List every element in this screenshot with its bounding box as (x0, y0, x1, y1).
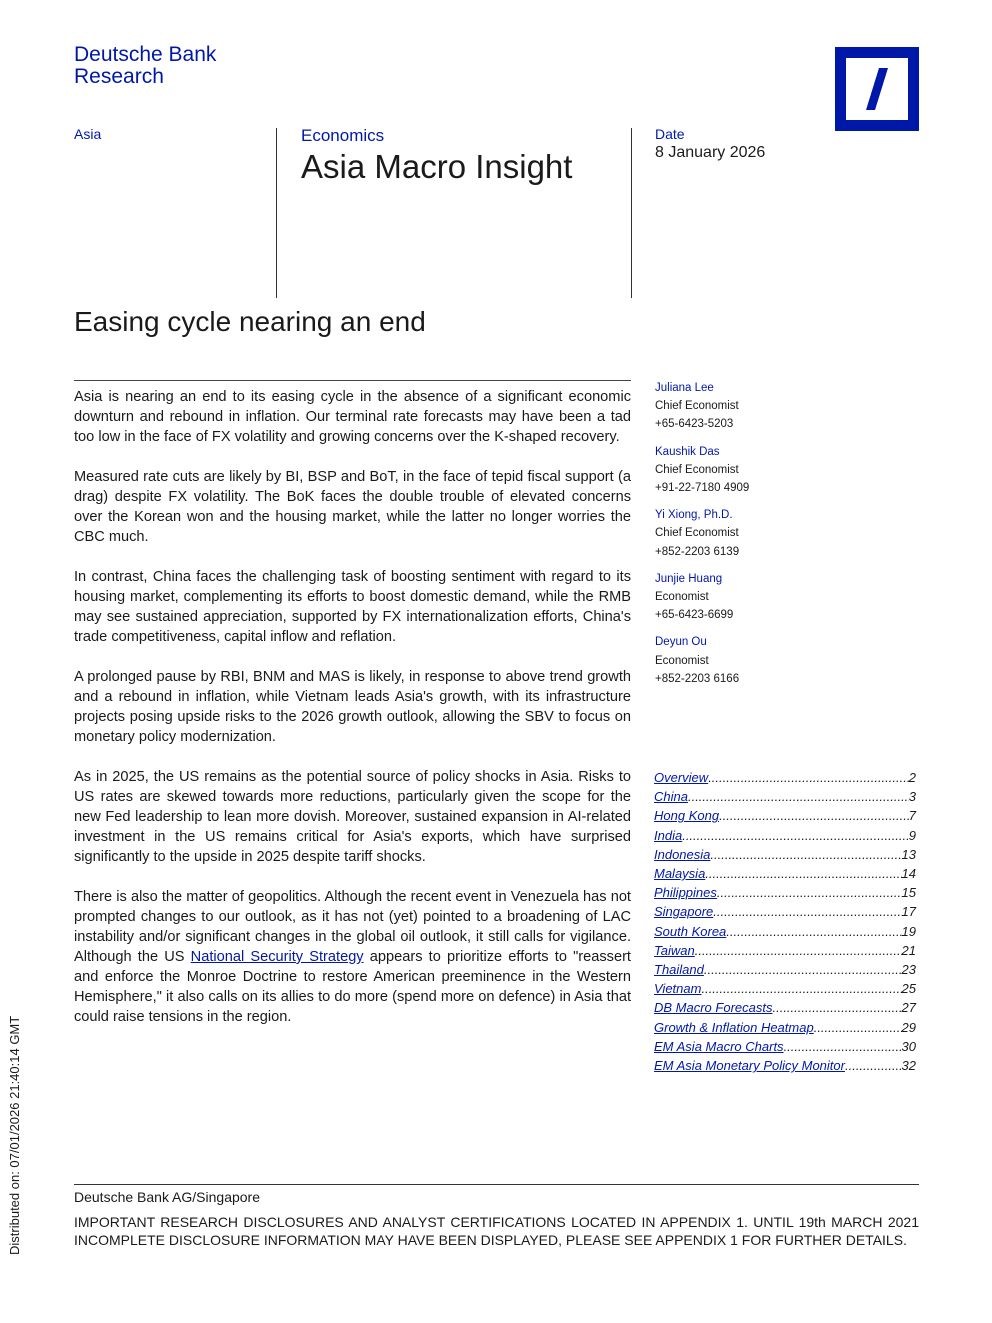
toc-item-philippines[interactable] (654, 883, 916, 902)
table-of-contents (654, 768, 916, 1075)
analyst-phone: +65-6423-5203 (655, 418, 734, 431)
analyst-title: Chief Economist (655, 400, 739, 413)
toc-link[interactable]: Singapore (654, 904, 714, 920)
toc-link[interactable]: South Korea (654, 923, 727, 939)
toc-link[interactable]: DB Macro Forecasts (654, 1000, 773, 1016)
toc-link[interactable]: Hong Kong (654, 808, 720, 824)
body-text: appears to prioritize efforts to "reassert and enforce the Monroe Doctrine to restore American preeminence in the Western Hemisphere," it also calls on its allies to do more (spend more on defence) in Asia that could raise tensions in the region. (74, 949, 631, 1025)
body-paragraph-3: In contrast, China faces the challenging task of boosting sentiment with regard to its housing market, complementing its efforts to boost domestic demand, while the RMB may see sustained appreciation, supported by FX internationalization efforts, China's trade competitiveness, capital inflow and reflation. (74, 569, 631, 645)
toc-link[interactable]: EM Asia Macro Charts (654, 1038, 784, 1054)
footer-entity: Deutsche Bank AG/Singapore (74, 1189, 261, 1205)
toc-leader (705, 864, 901, 883)
toc-leader (717, 883, 902, 902)
toc-leader (814, 1018, 902, 1037)
toc-item-south-korea[interactable] (654, 922, 916, 941)
toc-leader (688, 787, 909, 806)
toc-leader (682, 826, 909, 845)
toc-page: 19 (901, 923, 916, 939)
analyst-entry (655, 379, 915, 434)
toc-item-taiwan[interactable] (654, 941, 916, 960)
national-security-strategy-link[interactable]: National Security Strategy (190, 949, 364, 965)
toc-item-db-macro-forecasts[interactable] (654, 998, 916, 1017)
body-paragraph-4: A prolonged pause by RBI, BNM and MAS is likely, in response to above trend growth and a rebound in inflation, while Vietnam leads Asia's growth, with its infrastructure projects posing upside risks to the 2026 growth outlook, allowing the SBV to focus on monetary policy modernization. (74, 669, 631, 745)
toc-item-vietnam[interactable] (654, 979, 916, 998)
brand-line-1: Deutsche Bank (74, 43, 217, 66)
date-label: Date (655, 126, 685, 142)
report-headline: Easing cycle nearing an end (74, 306, 426, 337)
brand-line-2: Research (74, 65, 164, 88)
brand-name (74, 44, 216, 88)
body-paragraph-1: Asia is nearing an end to its easing cycle in the absence of a significant economic downturn and rebound in inflation. Our terminal rate forecasts may have been a tad too low in the face of FX volatility and growing concerns over the K-shaped recovery. (74, 389, 631, 445)
analyst-entry (655, 506, 915, 561)
toc-leader (784, 1037, 902, 1056)
analyst-phone: +852-2203 6139 (655, 545, 740, 558)
body-paragraph-2: Measured rate cuts are likely by BI, BSP and BoT, in the face of tepid fiscal support (a drag) despite FX volatility. The BoK faces the double trouble of elevated concerns over the Korean won and the housing market, while the latter no longer worries the CBC much. (74, 469, 631, 545)
toc-link[interactable]: Growth & Inflation Heatmap (654, 1019, 814, 1035)
toc-link[interactable]: Thailand (654, 962, 704, 978)
toc-page: 27 (901, 1000, 916, 1016)
distribution-stamp: Distributed on: 07/01/2026 21:40:14 GMT (7, 1015, 22, 1255)
toc-link[interactable]: Vietnam (654, 981, 702, 997)
toc-leader (713, 902, 901, 921)
toc-leader (719, 806, 909, 825)
toc-page: 21 (901, 942, 916, 958)
toc-leader (726, 922, 901, 941)
toc-page: 14 (901, 866, 916, 882)
toc-link[interactable]: Philippines (654, 885, 717, 901)
toc-page: 23 (901, 962, 916, 978)
toc-page: 9 (908, 827, 916, 843)
toc-item-growth-inflation-heatmap[interactable] (654, 1018, 916, 1037)
toc-item-india[interactable] (654, 826, 916, 845)
analyst-title: Economist (655, 591, 709, 604)
toc-leader (704, 960, 902, 979)
headline-divider (74, 380, 631, 381)
toc-page: 13 (901, 846, 916, 862)
analyst-name[interactable]: Kaushik Das (655, 445, 720, 458)
analyst-name[interactable]: Juliana Lee (655, 382, 714, 394)
toc-item-china[interactable] (654, 787, 916, 806)
toc-item-hong-kong[interactable] (654, 806, 916, 825)
toc-item-indonesia[interactable] (654, 845, 916, 864)
analyst-name[interactable]: Deyun Ou (655, 636, 707, 649)
toc-leader (772, 998, 901, 1017)
footer-disclosure: IMPORTANT RESEARCH DISCLOSURES AND ANALYST CERTIFICATIONS LOCATED IN APPENDIX 1. UNTIL 19th MARCH 2021 INCOMPLETE DISCLOSURE INFORMATION MAY HAVE BEEN DISPLAYED, PLEASE SEE APPENDIX 1 FOR FURTHER DETAILS. (74, 1214, 919, 1248)
header-divider-left (276, 128, 277, 298)
toc-item-thailand[interactable] (654, 960, 916, 979)
publication-date: 8 January 2026 (655, 144, 766, 161)
analyst-phone: +852-2203 6166 (655, 672, 740, 685)
toc-page: 3 (908, 789, 916, 805)
toc-link[interactable]: China (654, 789, 688, 805)
analyst-entry (655, 570, 915, 625)
header-divider-right (631, 128, 632, 298)
analyst-phone: +65-6423-6699 (655, 609, 734, 622)
publication-title: Asia Macro Insight (301, 148, 573, 185)
toc-link[interactable]: India (654, 827, 683, 843)
toc-item-malaysia[interactable] (654, 864, 916, 883)
report-body (74, 387, 631, 1047)
analyst-title: Chief Economist (655, 527, 739, 540)
toc-page: 25 (901, 981, 916, 997)
analyst-entry (655, 633, 915, 688)
toc-link[interactable]: Indonesia (654, 846, 711, 862)
body-text: There is also the matter of geopolitics. Although the recent event in Venezuela has not prompted changes to our outlook, as it has not (yet) pointed to a broadening of LAC instability and/or significant changes in the global oil outlook, it still calls for vigilance. Although the US (74, 889, 631, 965)
region-label: Asia (74, 126, 102, 142)
analyst-title: Chief Economist (655, 463, 739, 476)
analyst-list (655, 379, 915, 688)
toc-page: 15 (901, 885, 916, 901)
body-paragraph-5: As in 2025, the US remains as the potential source of policy shocks in Asia. Risks to US rates are skewed towards more reductions, particularly given the scope for the new Fed leadership to lean more dovish. Moreover, sustained expansion in AI-related investment in the US remains critical for Asia's exports, which have surprised significantly to the upside in 2025 despite tariff shocks. (74, 769, 631, 865)
toc-page: 30 (901, 1038, 916, 1054)
toc-page: 7 (908, 808, 916, 824)
analyst-name[interactable]: Yi Xiong, Ph.D. (655, 509, 733, 522)
toc-item-overview[interactable] (654, 768, 916, 787)
footer-divider (74, 1184, 919, 1185)
deutsche-bank-logo-icon (835, 47, 919, 131)
series-label: Economics (301, 126, 385, 145)
toc-leader (845, 1056, 902, 1075)
toc-page: 2 (908, 770, 916, 785)
toc-leader (701, 979, 901, 998)
toc-page: 29 (901, 1019, 916, 1035)
analyst-name[interactable]: Junjie Huang (655, 572, 723, 585)
toc-item-em-asia-macro-charts[interactable] (654, 1037, 916, 1056)
toc-link[interactable]: Overview (654, 770, 709, 785)
toc-link[interactable]: Taiwan (654, 942, 695, 958)
toc-link[interactable]: Malaysia (654, 866, 706, 882)
toc-item-singapore[interactable] (654, 902, 916, 921)
toc-page: 17 (901, 904, 916, 920)
analyst-entry (655, 443, 915, 498)
analyst-phone: +91-22-7180 4909 (655, 482, 750, 495)
toc-page: 32 (901, 1058, 916, 1074)
toc-leader (708, 768, 909, 787)
toc-leader (710, 845, 901, 864)
body-paragraph-6 (74, 887, 631, 1027)
toc-leader (695, 941, 902, 960)
toc-item-em-asia-monetary-policy-monitor[interactable] (654, 1056, 916, 1075)
analyst-title: Economist (655, 654, 709, 667)
toc-link[interactable]: EM Asia Monetary Policy Monitor (654, 1058, 845, 1074)
